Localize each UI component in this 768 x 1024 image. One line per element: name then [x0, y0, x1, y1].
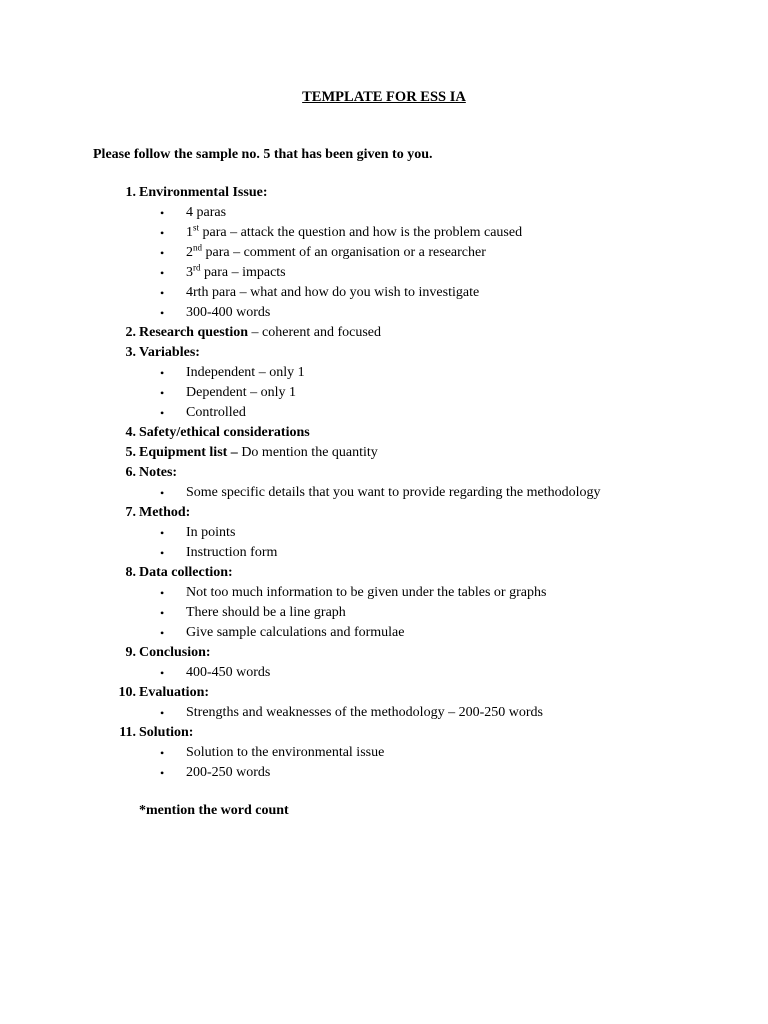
bullet-text — [186, 603, 346, 623]
bullet-text-content: Strengths and weaknesses of the methodology – 200-250 words — [186, 705, 543, 720]
list-item-text — [139, 643, 211, 663]
intro-instruction: Please follow the sample no. 5 that has been given to you. — [93, 147, 433, 162]
list-item-text — [139, 463, 177, 483]
bullet-icon: • — [160, 386, 165, 400]
list-item-number: 10. — [118, 685, 136, 700]
bullet-text — [186, 763, 270, 783]
bullet-item — [0, 303, 768, 323]
bullet-item — [0, 403, 768, 423]
list-item-heading: Variables: — [139, 345, 200, 360]
bullet-text — [186, 263, 286, 283]
bullet-text — [186, 523, 235, 543]
bullet-item — [0, 263, 768, 283]
bullet-text — [186, 403, 246, 423]
bullet-text-content: 200-250 words — [186, 765, 271, 780]
bullet-text-content: para – impacts — [200, 265, 286, 280]
list-item — [0, 723, 768, 743]
bullet-icon: • — [160, 666, 165, 680]
bullet-icon: • — [160, 406, 165, 420]
list-item-text — [139, 423, 310, 443]
list-item — [0, 183, 768, 203]
bullet-icon: • — [160, 746, 165, 760]
bullet-text — [186, 283, 479, 303]
list-item-heading: Evaluation: — [139, 685, 210, 700]
bullet-icon: • — [160, 586, 165, 600]
bullet-text — [186, 243, 486, 263]
bullet-text — [186, 663, 270, 683]
list-item-heading: Research question — [139, 325, 249, 340]
ordinal-number: 1 — [186, 225, 193, 240]
bullet-text-content: Controlled — [186, 405, 246, 420]
bullet-item — [0, 583, 768, 603]
bullet-text-content: para – comment of an organisation or a researcher — [202, 245, 486, 260]
list-item-heading: Safety/ethical considerations — [139, 425, 310, 440]
bullet-icon: • — [160, 546, 165, 560]
document-title: TEMPLATE FOR ESS IA — [302, 89, 466, 105]
ordinal-number: 3 — [186, 265, 193, 280]
list-item-text — [139, 503, 190, 523]
bullet-item — [0, 223, 768, 243]
list-item-heading: Method: — [139, 505, 191, 520]
bullet-icon: • — [160, 626, 165, 640]
list-item-text — [139, 343, 200, 363]
bullet-item — [0, 743, 768, 763]
list-item — [0, 683, 768, 703]
numbered-list — [0, 183, 768, 783]
list-item-description: – coherent and focused — [248, 325, 381, 340]
bullet-item — [0, 283, 768, 303]
list-item-text — [139, 563, 233, 583]
bullet-icon: • — [160, 206, 165, 220]
bullet-text-content: There should be a line graph — [186, 605, 346, 620]
bullet-icon: • — [160, 226, 165, 240]
bullet-text — [186, 743, 384, 763]
list-item-heading: Notes: — [139, 465, 178, 480]
bullet-item — [0, 483, 768, 503]
bullet-icon: • — [160, 266, 165, 280]
list-item — [0, 643, 768, 663]
bullet-item — [0, 523, 768, 543]
bullet-text — [186, 223, 522, 243]
bullet-text-content: In points — [186, 525, 236, 540]
list-item-text — [139, 323, 381, 343]
list-item-number: 7. — [125, 505, 136, 520]
bullet-icon: • — [160, 526, 165, 540]
bullet-icon: • — [160, 606, 165, 620]
bullet-text-content: Dependent – only 1 — [186, 385, 297, 400]
bullet-text — [186, 543, 277, 563]
ordinal-suffix: rd — [193, 262, 201, 273]
list-item-number: 8. — [125, 565, 136, 580]
list-item — [0, 463, 768, 483]
list-item-heading: Data collection: — [139, 565, 233, 580]
bullet-text-content: Not too much information to be given under the tables or graphs — [186, 585, 547, 600]
bullet-text-content: 400-450 words — [186, 665, 271, 680]
bullet-icon: • — [160, 366, 165, 380]
word-count-note: *mention the word count — [139, 803, 289, 818]
list-item — [0, 443, 768, 463]
list-item — [0, 503, 768, 523]
list-item-number: 1. — [125, 185, 136, 200]
bullet-item — [0, 543, 768, 563]
bullet-text-content: Give sample calculations and formulae — [186, 625, 405, 640]
bullet-text-content: para – attack the question and how is the problem caused — [199, 225, 523, 240]
bullet-item — [0, 243, 768, 263]
bullet-text — [186, 383, 296, 403]
bullet-text — [186, 483, 600, 503]
bullet-icon: • — [160, 766, 165, 780]
bullet-text-content: Some specific details that you want to provide regarding the methodology — [186, 485, 601, 500]
bullet-item — [0, 763, 768, 783]
bullet-icon: • — [160, 286, 165, 300]
list-item-number: 9. — [125, 645, 136, 660]
list-item-heading: Equipment list – — [139, 445, 238, 460]
bullet-item — [0, 703, 768, 723]
bullet-item — [0, 603, 768, 623]
bullet-text — [186, 583, 546, 603]
bullet-text-content: Independent – only 1 — [186, 365, 305, 380]
bullet-icon: • — [160, 246, 165, 260]
ordinal-suffix: st — [193, 222, 200, 233]
bullet-text-content: Instruction form — [186, 545, 278, 560]
ordinal-suffix: nd — [193, 242, 202, 253]
bullet-text — [186, 303, 270, 323]
bullet-icon: • — [160, 306, 165, 320]
bullet-item — [0, 663, 768, 683]
list-item — [0, 343, 768, 363]
list-item-heading: Solution: — [139, 725, 194, 740]
bullet-icon: • — [160, 486, 165, 500]
bullet-text — [186, 623, 404, 643]
list-item-heading: Environmental Issue: — [139, 185, 268, 200]
bullet-text — [186, 703, 543, 723]
list-item-number: 4. — [125, 425, 136, 440]
list-item-text — [139, 183, 267, 203]
bullet-text-content: 4 paras — [186, 205, 227, 220]
bullet-item — [0, 623, 768, 643]
list-item-text — [139, 683, 209, 703]
bullet-icon: • — [160, 706, 165, 720]
list-item-text — [139, 443, 378, 463]
list-item-number: 3. — [125, 345, 136, 360]
list-item — [0, 323, 768, 343]
list-item-number: 2. — [125, 325, 136, 340]
list-item-number: 5. — [125, 445, 136, 460]
ordinal-number: 2 — [186, 245, 193, 260]
bullet-item — [0, 203, 768, 223]
bullet-text-content: Solution to the environmental issue — [186, 745, 385, 760]
bullet-item — [0, 363, 768, 383]
bullet-item — [0, 383, 768, 403]
list-item — [0, 423, 768, 443]
bullet-text — [186, 363, 305, 383]
bullet-text — [186, 203, 226, 223]
list-item — [0, 563, 768, 583]
list-item-heading: Conclusion: — [139, 645, 211, 660]
bullet-text-content: 4rth para – what and how do you wish to investigate — [186, 285, 480, 300]
list-item-text — [139, 723, 193, 743]
bullet-text-content: 300-400 words — [186, 305, 271, 320]
list-item-number: 6. — [125, 465, 136, 480]
list-item-description: Do mention the quantity — [237, 445, 378, 460]
list-item-number: 11. — [119, 725, 136, 740]
